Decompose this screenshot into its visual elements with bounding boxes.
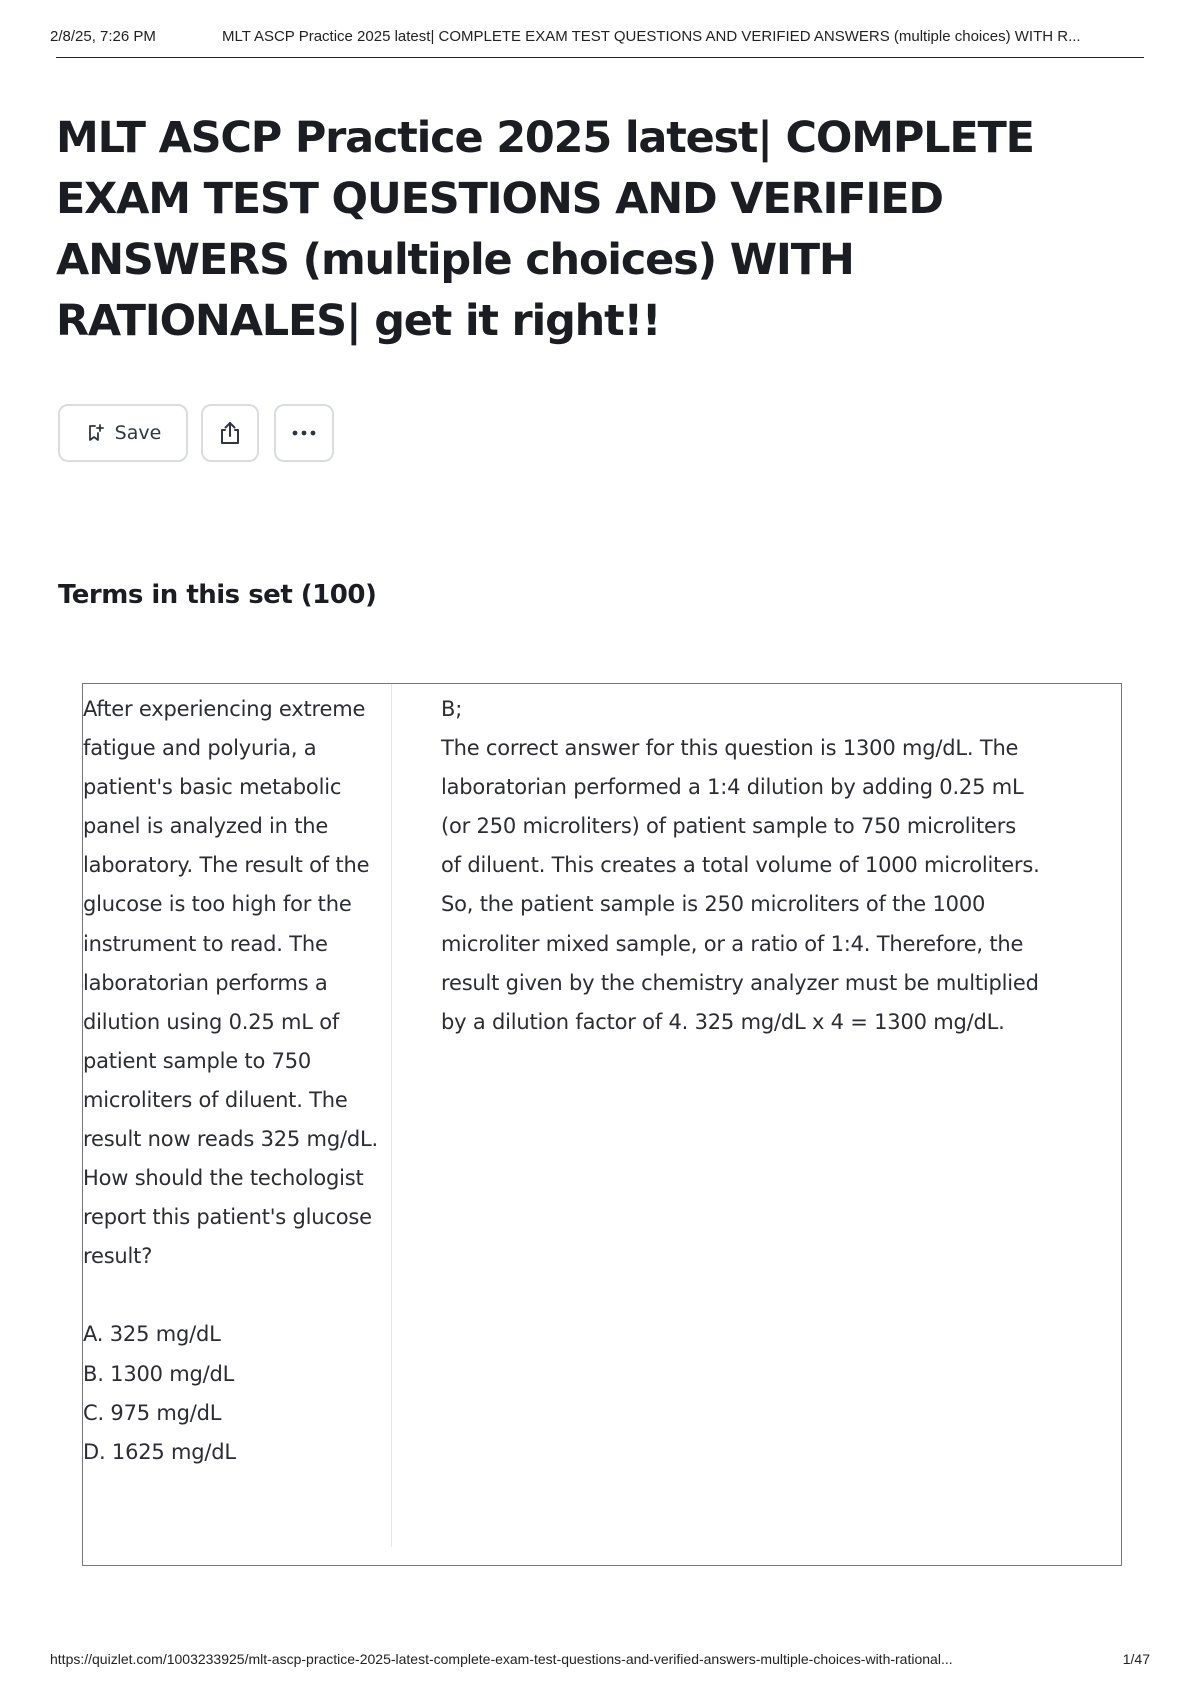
print-date: 2/8/25, 7:26 PM	[50, 28, 156, 45]
flashcard	[82, 683, 1122, 1566]
rationale-text: The correct answer for this question is 1300 mg/dL. The laboratorian performed a 1:4 dilution by adding 0.25 mL (or 250 microliters) of patient sample to 750 microliters of diluent. This creates a total volume of 1000 microliters. So, the patient sample is 250 microliters of the 1000 microliter mixed sample, or a ratio of 1:4. Therefore, the result given by the chemistry analyzer must be multiplied by a dilution factor of 4. 325 mg/dL x 4 = 1300 mg/dL.	[441, 736, 1040, 1034]
page-number: 1/47	[1122, 1651, 1150, 1667]
card-term	[83, 690, 383, 1472]
more-icon	[290, 429, 318, 437]
option-c: C. 975 mg/dL	[83, 1400, 222, 1425]
answer-options	[83, 1315, 383, 1471]
card-definition	[441, 690, 1041, 1042]
answer-key: B;	[441, 697, 463, 721]
card-divider	[391, 684, 392, 1547]
option-a: A. 325 mg/dL	[83, 1322, 221, 1347]
question-text: After experiencing extreme fatigue and polyuria, a patient's basic metabolic panel is analyzed in the laboratory. The result of the glucose is too high for the instrument to read. The laboratorian performs a dilution using 0.25 mL of patient sample to 750 microliters of diluent. The result now reads 325 mg/dL. How should the techologist report this patient's glucose result?	[83, 697, 378, 1269]
bookmark-add-icon	[85, 423, 105, 443]
share-icon	[216, 419, 244, 447]
header-divider	[56, 57, 1144, 58]
option-b: B. 1300 mg/dL	[83, 1361, 235, 1386]
print-doc-title: MLT ASCP Practice 2025 latest| COMPLETE EXAM TEST QUESTIONS AND VERIFIED ANSWERS (multiple choices) WITH R...	[222, 28, 1081, 45]
more-options-button[interactable]	[274, 404, 334, 462]
share-button[interactable]	[201, 404, 259, 462]
save-button-label: Save	[114, 422, 162, 444]
option-d: D. 1625 mg/dL	[83, 1439, 236, 1464]
print-url: https://quizlet.com/1003233925/mlt-ascp-practice-2025-latest-complete-exam-test-questions-and-verified-answers-multiple-choices-with-rational...	[50, 1651, 953, 1667]
save-button[interactable]	[58, 404, 188, 462]
page-title: MLT ASCP Practice 2025 latest| COMPLETE EXAM TEST QUESTIONS AND VERIFIED ANSWERS (multiple choices) WITH RATIONALES| get it right!!	[56, 113, 1034, 346]
terms-heading: Terms in this set (100)	[58, 580, 377, 610]
